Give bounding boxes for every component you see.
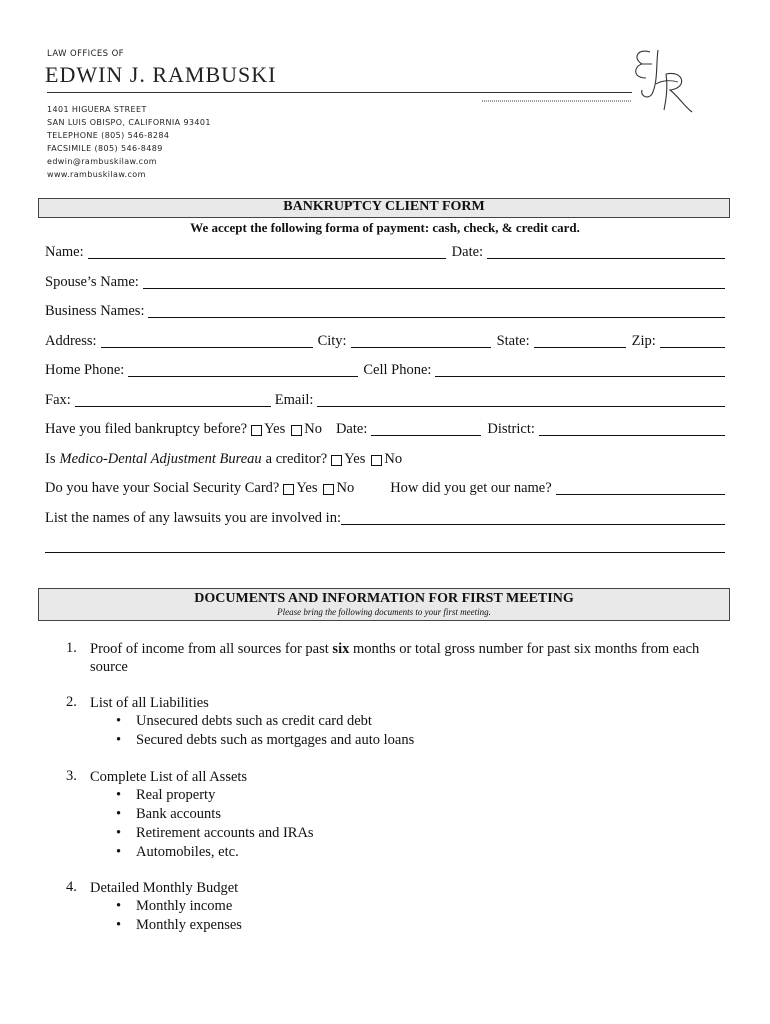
list-item-text: Detailed Monthly Budget — [90, 880, 239, 896]
address-label: Address: — [45, 333, 97, 349]
filed-date-label: Date: — [335, 421, 368, 437]
address-email: edwin@rambuskilaw.com — [47, 157, 157, 166]
date-field[interactable] — [487, 244, 725, 259]
bullet-text: Automobiles, etc. — [136, 844, 239, 860]
bullet-text: Secured debts such as mortgages and auto loans — [136, 732, 415, 748]
city-label: City: — [317, 333, 347, 349]
list-item-number: 3. — [66, 768, 77, 784]
cell-phone-label: Cell Phone: — [363, 362, 432, 378]
address-city: SAN LUIS OBISPO, CALIFORNIA 93401 — [47, 118, 211, 127]
bullet-text: Real property — [136, 787, 216, 803]
city-field[interactable] — [351, 333, 491, 348]
ss-no-label: No — [336, 480, 355, 496]
bullet-icon: • — [116, 713, 122, 729]
how-found-field[interactable] — [556, 480, 725, 495]
fax-label: Fax: — [45, 392, 71, 408]
business-names-label: Business Names: — [45, 303, 145, 319]
row-fax-email — [45, 391, 725, 409]
bullet-text: Monthly income — [136, 898, 233, 914]
home-phone-label: Home Phone: — [45, 362, 125, 378]
name-label: Name: — [45, 244, 84, 260]
ss-card-question: Do you have your Social Security Card? — [45, 480, 280, 496]
list-item-text: List of all Liabilities — [90, 695, 209, 711]
bullet-text: Unsecured debts such as credit card debt — [136, 713, 372, 729]
creditor-yes-label: Yes — [344, 451, 366, 467]
bullet-icon: • — [116, 787, 122, 803]
documents-subtitle: Please bring the following documents to your first meeting. — [277, 607, 491, 617]
cell-phone-field[interactable] — [435, 362, 725, 377]
lawsuits-field-line-2[interactable] — [45, 552, 725, 553]
address-telephone: TELEPHONE (805) 546-8284 — [47, 131, 170, 140]
letterhead-address — [47, 103, 211, 181]
filed-yes-label: Yes — [264, 421, 286, 437]
spouse-name-label: Spouse’s Name: — [45, 274, 139, 290]
filed-no-label: No — [304, 421, 322, 437]
letterhead-rule — [47, 92, 632, 93]
letterhead-dotted-rule — [482, 100, 632, 102]
payment-note: We accept the following forma of payment: cash, check, & credit card. — [190, 220, 580, 235]
row-ss-card — [45, 479, 725, 497]
date-label: Date: — [451, 244, 484, 260]
address-field[interactable] — [101, 333, 313, 348]
bullet-icon: • — [116, 732, 122, 748]
list-item-number: 2. — [66, 694, 77, 710]
form-title-box — [38, 198, 730, 218]
creditor-name: Medico-Dental Adjustment Bureau — [59, 451, 262, 467]
bullet-icon: • — [116, 844, 122, 860]
documents-title: DOCUMENTS AND INFORMATION FOR FIRST MEETING — [194, 591, 574, 606]
attorney-name: EDWIN J. RAMBUSKI — [45, 62, 277, 87]
state-field[interactable] — [534, 333, 626, 348]
bullet-text: Retirement accounts and IRAs — [136, 825, 314, 841]
creditor-no-checkbox[interactable] — [371, 455, 382, 466]
zip-field[interactable] — [660, 333, 725, 348]
state-label: State: — [496, 333, 530, 349]
address-website: www.rambuskilaw.com — [47, 170, 146, 179]
list-item-text: Complete List of all Assets — [90, 769, 248, 785]
row-address — [45, 332, 725, 350]
lawsuits-field[interactable] — [341, 510, 725, 525]
zip-label: Zip: — [631, 333, 656, 349]
row-filed-bankruptcy — [45, 420, 725, 438]
filed-bankruptcy-question: Have you filed bankruptcy before? — [45, 421, 248, 437]
bullet-icon: • — [116, 917, 122, 933]
row-phones — [45, 361, 725, 379]
spouse-name-field[interactable] — [143, 274, 725, 289]
bullet-icon: • — [116, 898, 122, 914]
form-title: BANKRUPTCY CLIENT FORM — [283, 199, 485, 214]
bullet-icon: • — [116, 806, 122, 822]
home-phone-field[interactable] — [128, 362, 358, 377]
bullet-text: Monthly expenses — [136, 917, 242, 933]
row-lawsuits — [45, 509, 725, 527]
row-spouse — [45, 273, 725, 291]
creditor-question: a creditor? — [265, 451, 328, 467]
law-offices-label: LAW OFFICES OF — [47, 49, 124, 59]
lawsuits-label: List the names of any lawsuits you are involved in: — [45, 510, 341, 526]
ss-yes-label: Yes — [296, 480, 318, 496]
creditor-no-label: No — [384, 451, 403, 467]
business-names-field[interactable] — [148, 303, 725, 318]
address-street: 1401 HIGUERA STREET — [47, 105, 147, 114]
district-label: District: — [487, 421, 535, 437]
fax-field[interactable] — [75, 392, 271, 407]
creditor-yes-checkbox[interactable] — [331, 455, 342, 466]
bullet-icon: • — [116, 825, 122, 841]
how-found-label: How did you get our name? — [390, 480, 552, 496]
row-creditor — [45, 450, 725, 468]
email-field[interactable] — [317, 392, 725, 407]
email-label: Email: — [274, 392, 314, 408]
filed-no-checkbox[interactable] — [291, 425, 302, 436]
filed-yes-checkbox[interactable] — [251, 425, 262, 436]
row-business — [45, 302, 725, 320]
list-item-number: 1. — [66, 640, 77, 656]
ss-yes-checkbox[interactable] — [283, 484, 294, 495]
name-field[interactable] — [88, 244, 446, 259]
ss-no-checkbox[interactable] — [323, 484, 334, 495]
list-item-text: Proof of income from all sources for past six months or total gross number for past six months from each source — [90, 641, 700, 675]
filed-date-field[interactable] — [371, 421, 481, 436]
documents-header-box — [38, 588, 730, 621]
row-name-date — [45, 243, 725, 261]
district-field[interactable] — [539, 421, 725, 436]
ejr-monogram-logo — [628, 44, 698, 116]
creditor-is-label: Is — [45, 451, 56, 467]
list-item-number: 4. — [66, 879, 77, 895]
bullet-text: Bank accounts — [136, 806, 221, 822]
address-facsimile: FACSIMILE (805) 546-8489 — [47, 144, 163, 153]
